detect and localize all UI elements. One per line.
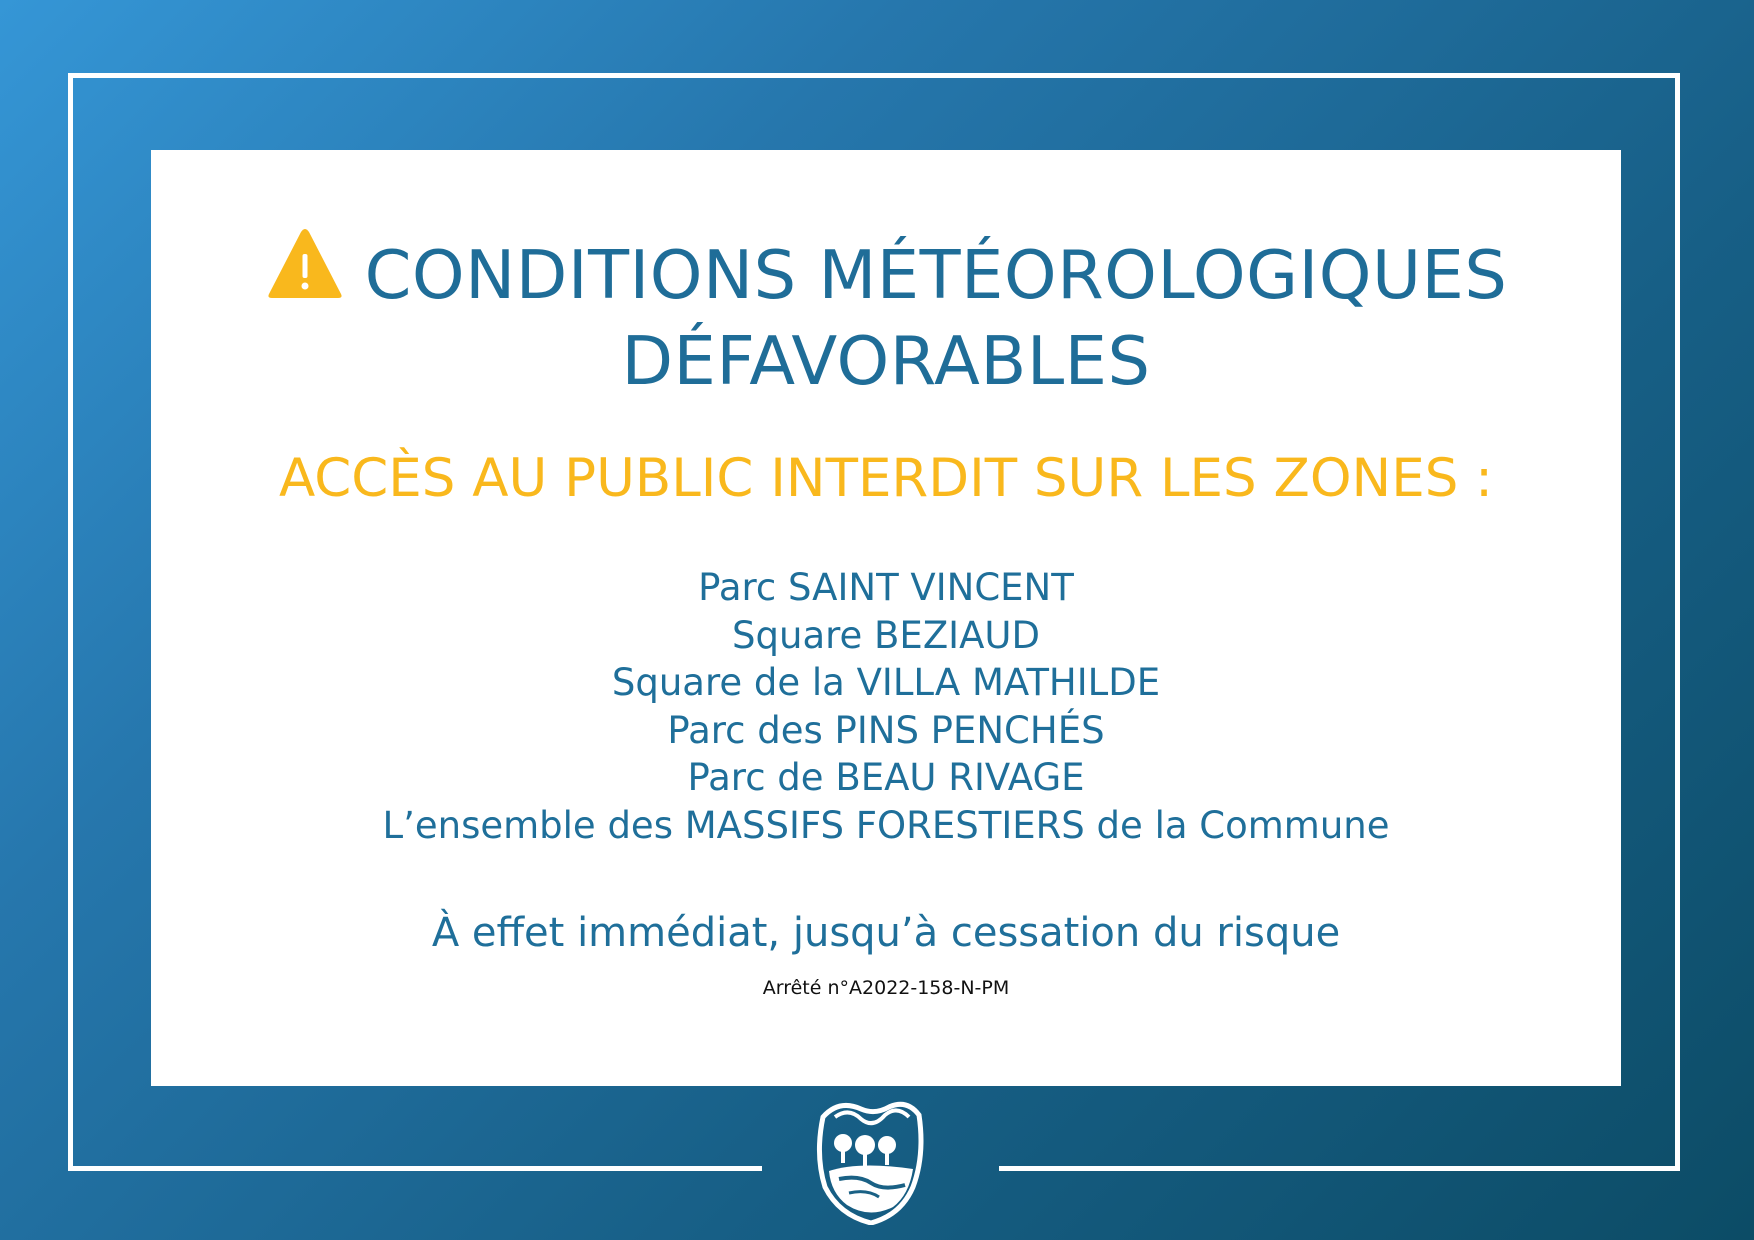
municipal-crest-icon bbox=[809, 1095, 929, 1225]
arrete-reference: Arrêté n°A2022-158-N-PM bbox=[762, 977, 1010, 999]
notice-subtitle: ACCÈS AU PUBLIC INTERDIT SUR LES ZONES : bbox=[278, 448, 1494, 509]
zone-item: Parc des PINS PENCHÉS bbox=[667, 708, 1105, 752]
frame-bottom-right-line bbox=[999, 1166, 1680, 1171]
frame-right-line bbox=[1675, 73, 1680, 1171]
warning-triangle-icon bbox=[265, 228, 345, 319]
notice-panel bbox=[151, 150, 1621, 1086]
notice-title bbox=[151, 228, 1621, 403]
zone-item: Square BEZIAUD bbox=[732, 613, 1040, 657]
frame-bottom-left-line bbox=[68, 1166, 762, 1171]
zone-item: L’ensemble des MASSIFS FORESTIERS de la Commune bbox=[382, 803, 1390, 847]
title-line-1 bbox=[151, 228, 1621, 319]
frame-left-line bbox=[68, 73, 73, 1171]
zone-item: Parc SAINT VINCENT bbox=[698, 566, 1074, 609]
frame-top-line bbox=[68, 73, 1680, 78]
zone-item: Square de la VILLA MATHILDE bbox=[611, 661, 1161, 704]
effect-notice: À effet immédiat, jusqu’à cessation du risque bbox=[431, 910, 1341, 956]
title-text-line-2: DÉFAVORABLES bbox=[621, 322, 1151, 400]
zones-list bbox=[151, 564, 1621, 849]
zone-item: Parc de BEAU RIVAGE bbox=[687, 756, 1085, 799]
title-text-line-1: CONDITIONS MÉTÉOROLOGIQUES bbox=[364, 236, 1508, 314]
